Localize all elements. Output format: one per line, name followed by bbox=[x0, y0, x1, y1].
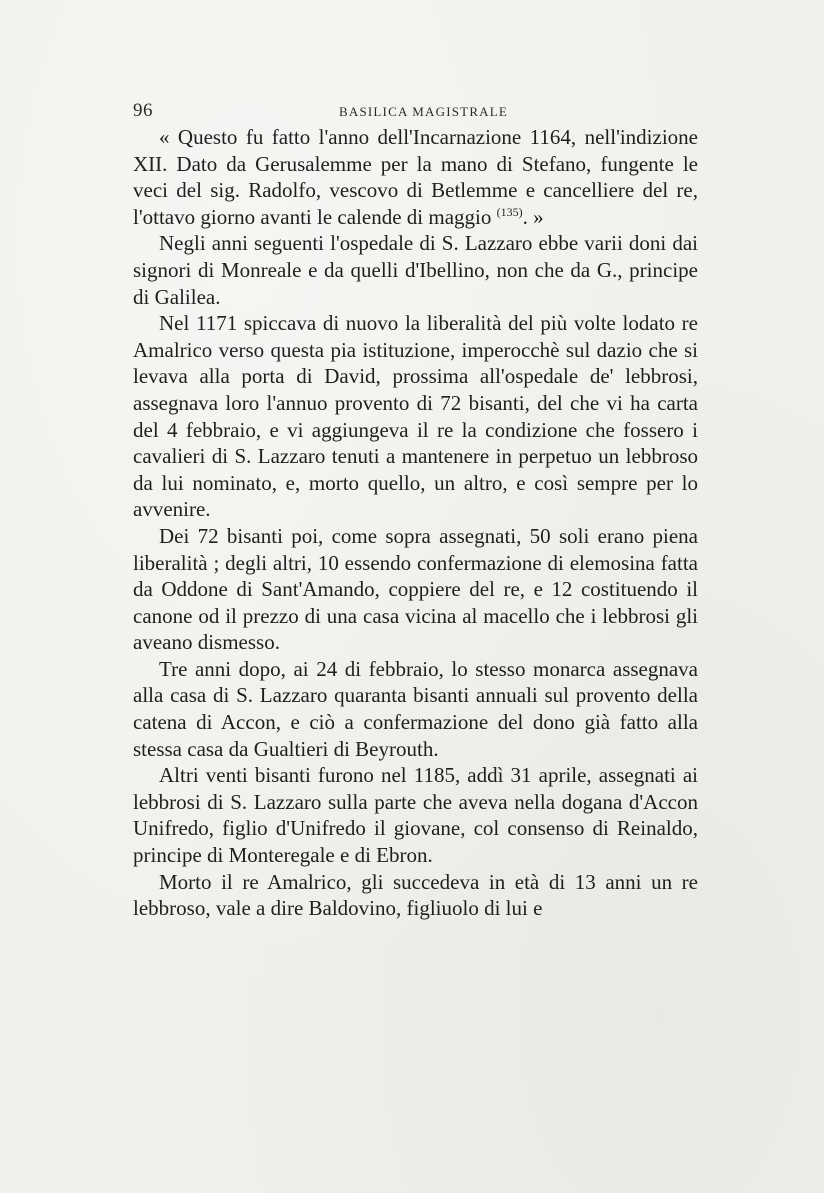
paragraph-charter-quote bbox=[133, 124, 698, 230]
page-number: 96 bbox=[133, 100, 153, 121]
paragraph-text: . » bbox=[522, 204, 544, 229]
running-title: BASILICA MAGISTRALE bbox=[339, 104, 509, 119]
paragraph: Nel 1171 spiccava di nuovo la liberalità del più volte lodato re Amalrico verso questa pia istituzione, imperocchè sul dazio che si levava alla porta di David, prossima all'ospedale de' lebbrosi, assegnava loro l'annuo provento di 72 bisanti, del che vi ha carta del 4 febbraio, e vi aggiungeva il re la condizione che fossero i cavalieri di S. Lazzaro tenuti a mantenere in perpetuo un lebbroso da lui nominato, e, morto quello, un altro, e così sempre per lo avvenire. bbox=[133, 311, 698, 522]
running-head bbox=[133, 98, 698, 122]
paragraph: Altri venti bisanti furono nel 1185, addì 31 aprile, assegnati ai lebbrosi di S. Lazzaro sulla parte che aveva nella dogana d'Accon Unifredo, figlio d'Unifredo il giovane, col consenso di Reinaldo, principe di Monteregale e di Ebron. bbox=[133, 763, 698, 868]
paragraph: Tre anni dopo, ai 24 di febbraio, lo stesso monarca assegnava alla casa di S. Lazzaro quaranta bisanti annuali sul provento della catena di Accon, e ciò a confermazione del dono già fatto alla stessa casa da Gualtieri di Beyrouth. bbox=[133, 656, 698, 761]
footnote-reference: (135) bbox=[496, 204, 523, 219]
body-text bbox=[133, 124, 698, 922]
paragraph: Morto il re Amalrico, gli succedeva in età di 13 anni un re lebbroso, vale a dire Baldovino, figliuolo di lui e bbox=[133, 869, 698, 921]
paragraph-text: « Questo fu fatto l'anno dell'Incarnazione 1164, nell'indizione XII. Dato da Gerusalemme per la mano di Stefano, fungente le veci del sig. Radolfo, vescovo di Betlemme e cancelliere del re, l'ottavo giorno avanti le calende di maggio bbox=[133, 125, 698, 229]
paragraph: Negli anni seguenti l'ospedale di S. Lazzaro ebbe varii doni dai signori di Monreale e da quelli d'Ibellino, non che da G., principe di Galilea. bbox=[133, 231, 698, 309]
paragraph: Dei 72 bisanti poi, come sopra assegnati, 50 soli erano piena liberalità ; degli altri, 10 essendo confermazione di elemosina fatta da Oddone di Sant'Amando, coppiere del re, e 12 costituendo il canone od il prezzo di una casa vicina al macello che i lebbrosi gli aveano dismesso. bbox=[133, 523, 698, 655]
